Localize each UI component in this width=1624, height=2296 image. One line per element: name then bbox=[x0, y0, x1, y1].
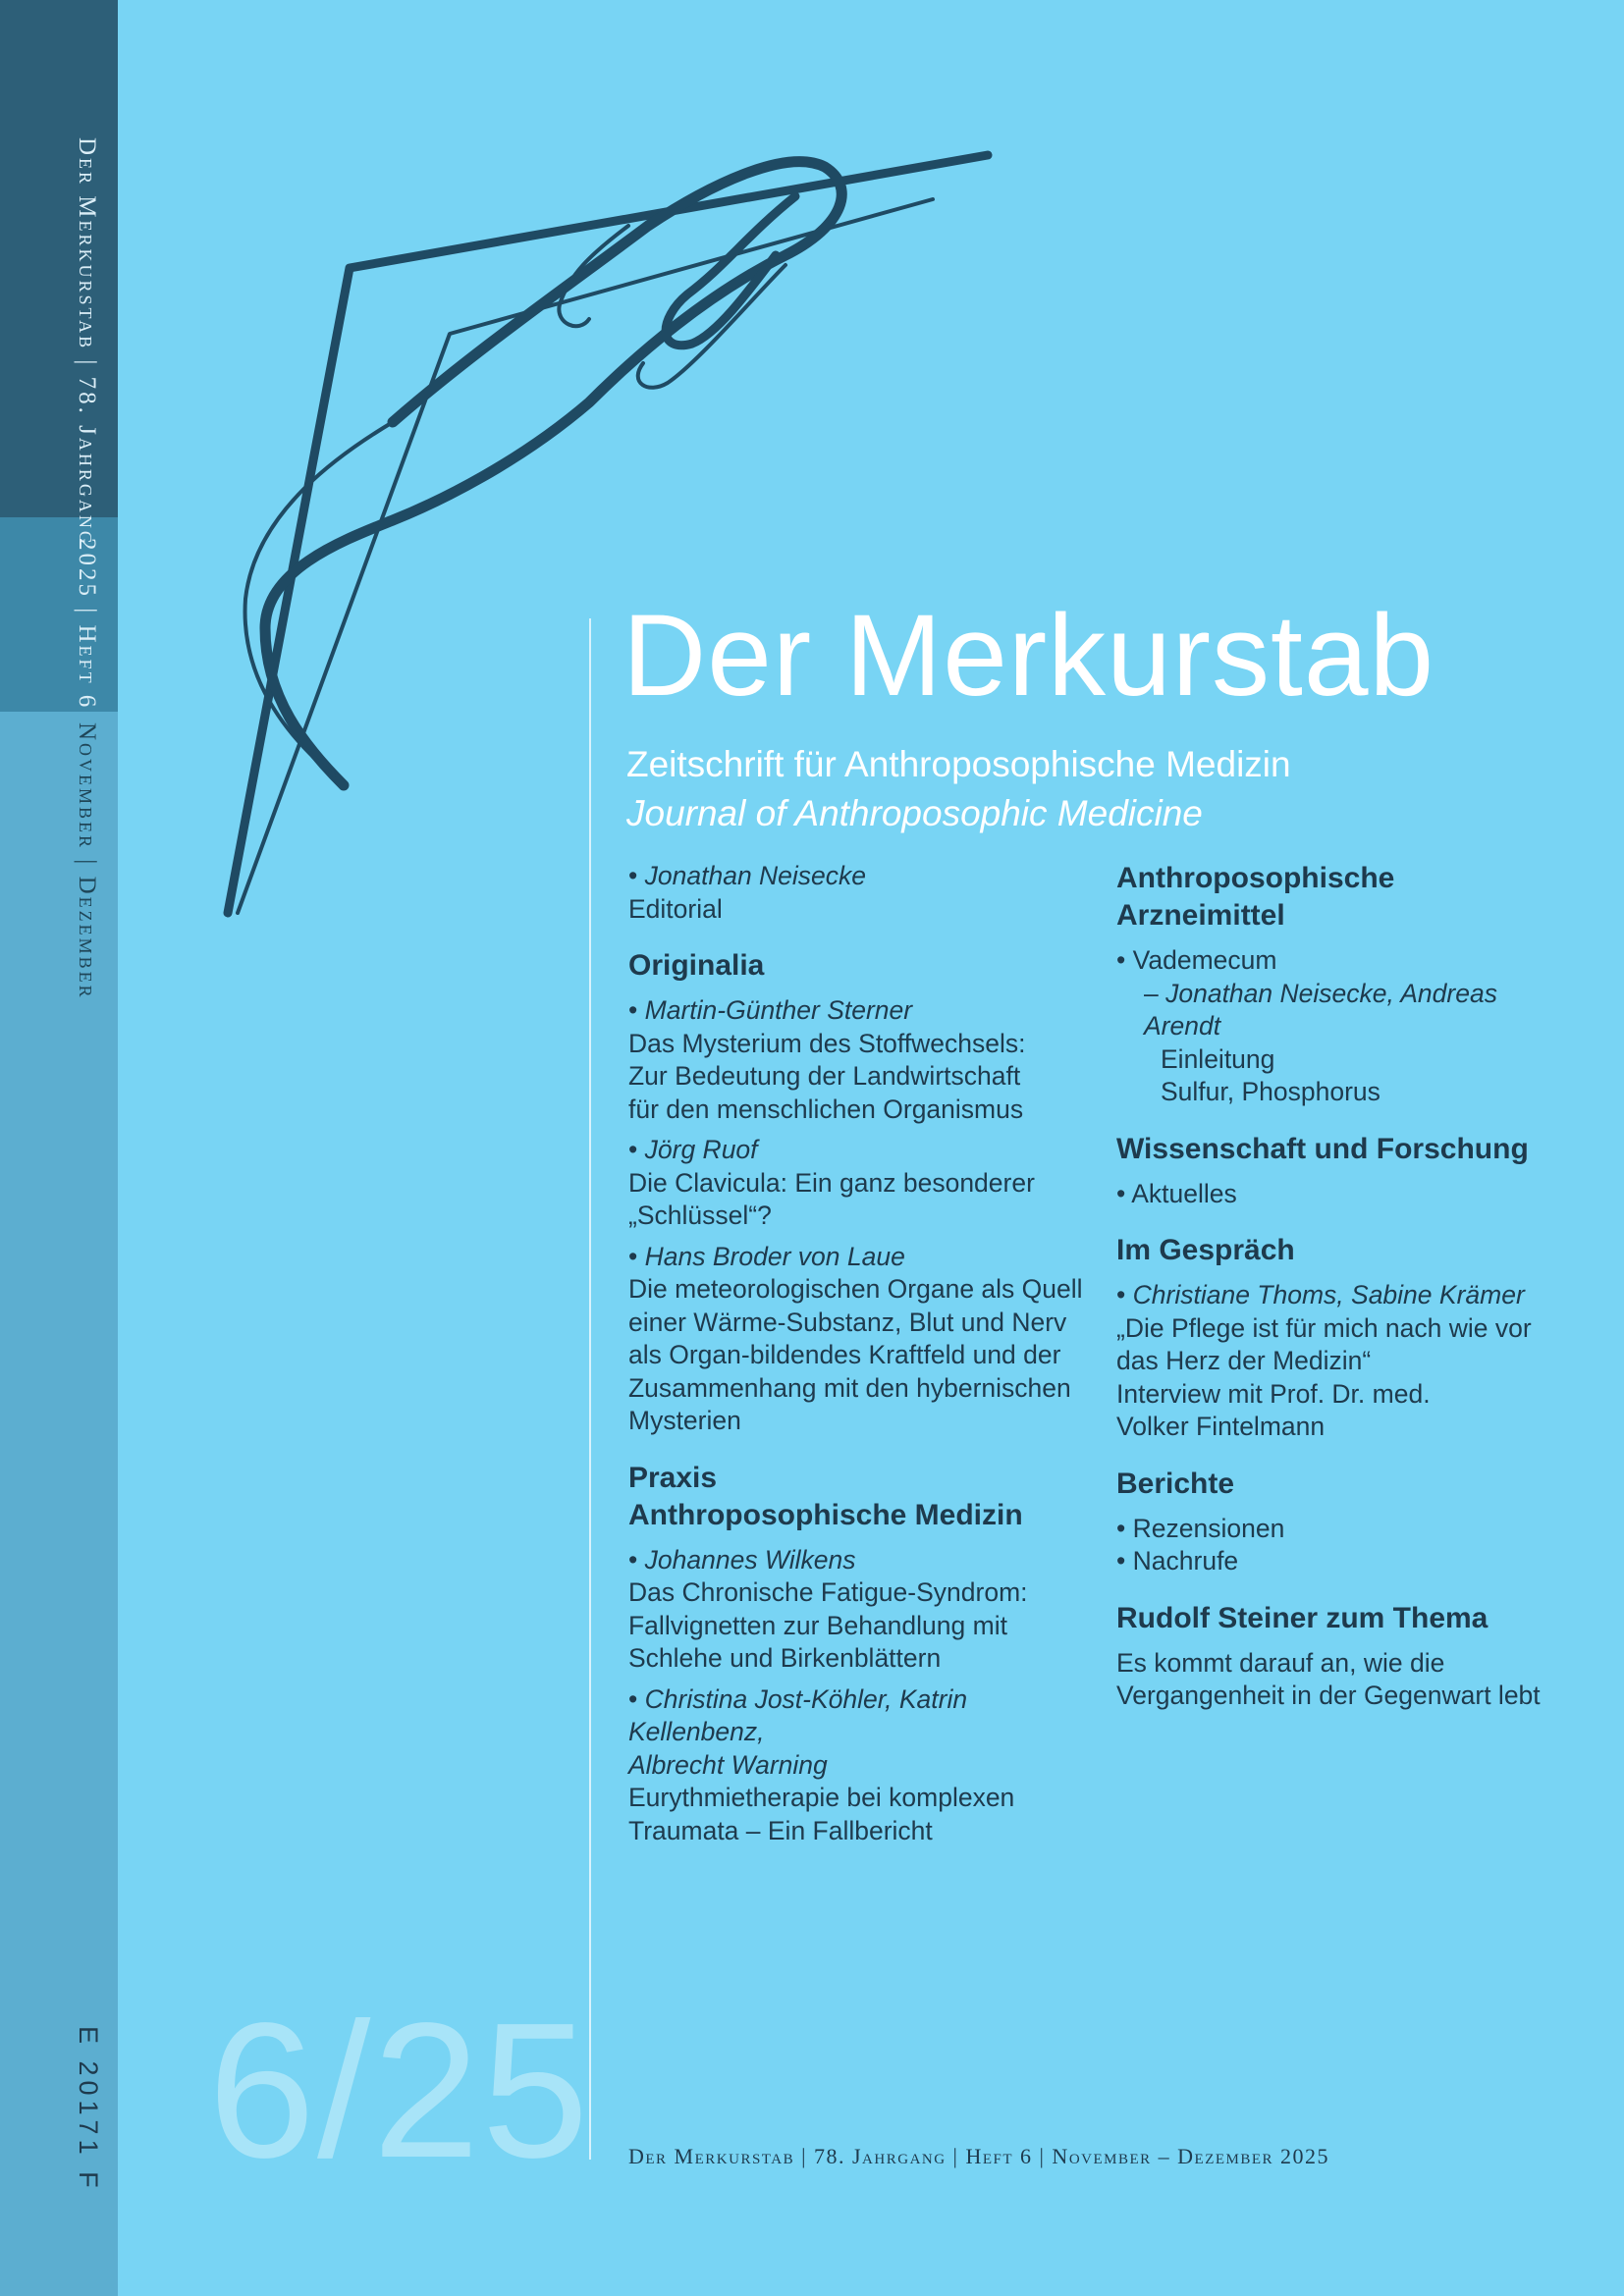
article-title-line: Es kommt darauf an, wie die bbox=[1116, 1647, 1445, 1678]
article-author: • Johannes Wilkens bbox=[628, 1544, 1100, 1577]
article-title-line: Traumata – Ein Fallbericht bbox=[628, 1815, 933, 1845]
section-heading-steiner: Rudolf Steiner zum Thema bbox=[1116, 1601, 1489, 1634]
list-item: • Aktuelles bbox=[1116, 1178, 1568, 1211]
spine-months: November | Dezember bbox=[74, 722, 100, 1000]
spine-postal-code: E 20171 F bbox=[74, 2026, 103, 2193]
article-title-line: das Herz der Medizin“ bbox=[1116, 1346, 1372, 1375]
interview-entry bbox=[1116, 1279, 1568, 1444]
contents-right-column bbox=[1116, 860, 1568, 1721]
article-author: • Christina Jost-Köhler, Katrin Kellenbenz, bbox=[628, 1683, 1100, 1749]
article-title-line: Zusammenhang mit den hybernischen bbox=[628, 1372, 1071, 1403]
journal-subtitle: Zeitschrift für Anthroposophische Medizin bbox=[626, 744, 1291, 784]
article-entry bbox=[628, 1241, 1100, 1438]
forschung-entry bbox=[1116, 1178, 1568, 1211]
journal-title: Der Merkurstab bbox=[623, 591, 1435, 721]
editorial-title: Editorial bbox=[628, 893, 723, 924]
article-author: • Christiane Thoms, Sabine Krämer bbox=[1116, 1279, 1568, 1312]
article-title-line: Die meteorologischen Organe als Quell bbox=[628, 1274, 1083, 1304]
spine-year-issue: 2025 | Heft 6 bbox=[74, 538, 100, 711]
section-heading-originalia: Originalia bbox=[628, 949, 765, 982]
article-entry bbox=[628, 1134, 1100, 1233]
section-heading-forschung: Wissenschaft und Forschung bbox=[1116, 1132, 1529, 1165]
spine-journal-volume: Der Merkurstab | 78. Jahrgang bbox=[74, 137, 100, 547]
article-title-line: Mysterien bbox=[628, 1406, 741, 1435]
article-title-line: Vergangenheit in der Gegenwart lebt bbox=[1116, 1681, 1541, 1710]
spine-mid-band bbox=[0, 517, 118, 712]
article-title-line: Zur Bedeutung der Landwirtschaft bbox=[628, 1061, 1021, 1091]
article-author: – Jonathan Neisecke, Andreas Arendt bbox=[1116, 978, 1568, 1043]
section-heading-arzneimittel: Anthroposophische Arzneimittel bbox=[1116, 862, 1395, 932]
article-title-line: Das Chronische Fatigue-Syndrom: bbox=[628, 1577, 1028, 1607]
footer-imprint: Der Merkurstab | 78. Jahrgang | Heft 6 | November – Dezember 2025 bbox=[628, 2144, 1330, 2168]
article-title-line: für den menschlichen Organismus bbox=[628, 1094, 1024, 1124]
article-author: • Hans Broder von Laue bbox=[628, 1241, 1100, 1274]
arzneimittel-entry bbox=[1116, 944, 1568, 1109]
spine-top-band bbox=[0, 0, 118, 517]
article-title-line: Fallvignetten zur Behandlung mit bbox=[628, 1610, 1007, 1640]
article-title-line: als Organ-bildendes Kraftfeld und der bbox=[628, 1340, 1061, 1369]
editorial-author: • Jonathan Neisecke bbox=[628, 860, 1100, 893]
article-title-line: Das Mysterium des Stoffwechsels: bbox=[628, 1028, 1026, 1058]
article-title-line: einer Wärme-Substanz, Blut und Nerv bbox=[628, 1307, 1067, 1337]
article-title-line: Sulfur, Phosphorus bbox=[1161, 1077, 1380, 1106]
article-title-line: Interview mit Prof. Dr. med. bbox=[1116, 1378, 1431, 1409]
section-heading-praxis-line2: Anthroposophische Medizin bbox=[628, 1498, 1023, 1531]
article-author: • Martin-Günther Sterner bbox=[628, 994, 1100, 1028]
list-item: • Rezensionen bbox=[1116, 1513, 1568, 1546]
issue-number: 6/25 bbox=[208, 1983, 591, 2198]
article-title-line: Eurythmietherapie bei komplexen bbox=[628, 1783, 1015, 1812]
article-title-line: Die Clavicula: Ein ganz besonderer bbox=[628, 1167, 1035, 1198]
editorial-entry bbox=[628, 860, 1100, 926]
article-title-line: Schlehe und Birkenblättern bbox=[628, 1643, 942, 1673]
list-item: • Vademecum bbox=[1116, 944, 1568, 978]
section-heading-gespraech: Im Gespräch bbox=[1116, 1234, 1295, 1266]
article-title-line: Volker Fintelmann bbox=[1116, 1412, 1326, 1441]
article-title-line: „Schlüssel“? bbox=[628, 1201, 772, 1230]
vertical-divider bbox=[589, 618, 591, 2160]
list-item: • Nachrufe bbox=[1116, 1545, 1568, 1578]
article-author-cont: Albrecht Warning bbox=[628, 1749, 828, 1780]
steiner-entry bbox=[1116, 1647, 1568, 1713]
article-entry bbox=[628, 1683, 1100, 1848]
article-entry bbox=[628, 1544, 1100, 1676]
section-heading-berichte: Berichte bbox=[1116, 1467, 1235, 1500]
contents-left-column bbox=[628, 860, 1100, 1855]
journal-subtitle-english: Journal of Anthroposophic Medicine bbox=[626, 793, 1203, 833]
section-heading-praxis: Praxis bbox=[628, 1461, 718, 1494]
berichte-entry bbox=[1116, 1513, 1568, 1578]
article-author: • Jörg Ruof bbox=[628, 1134, 1100, 1167]
article-title-line: Einleitung bbox=[1161, 1043, 1275, 1074]
article-title-line: „Die Pflege ist für mich nach wie vor bbox=[1116, 1312, 1532, 1343]
article-entry bbox=[628, 994, 1100, 1126]
